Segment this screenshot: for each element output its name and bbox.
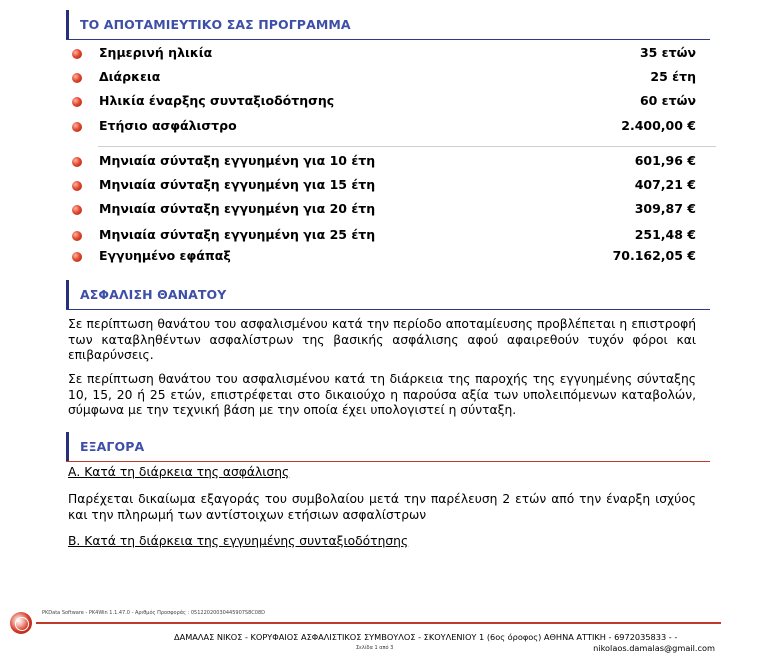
- footer-rule: [36, 622, 721, 624]
- row-label: Σημερινή ηλικία: [99, 45, 213, 60]
- section-accent-bar: [66, 432, 69, 462]
- agent-email: nikolaos.damalas@gmail.com: [593, 643, 715, 653]
- section-header-program: [66, 10, 710, 40]
- section-accent-bar: [66, 280, 69, 310]
- program-row: [66, 92, 696, 112]
- bullet-icon: [72, 181, 82, 191]
- bullet-icon: [72, 252, 82, 262]
- row-value: 601,96 €: [634, 153, 696, 168]
- row-label: Μηνιαία σύνταξη εγγυημένη για 20 έτη: [99, 201, 376, 216]
- row-value: 251,48 €: [634, 227, 696, 242]
- section-rule: [66, 39, 710, 41]
- page-number: Σελίδα 1 από 3: [356, 645, 394, 651]
- section-header-surrender: [66, 432, 710, 462]
- bullet-icon: [72, 205, 82, 215]
- row-value: 70.162,05 €: [612, 248, 696, 263]
- pension-row: [66, 152, 696, 172]
- row-separator: [98, 146, 716, 147]
- row-value: 25 έτη: [650, 69, 696, 84]
- pension-row: [66, 226, 696, 246]
- row-label: Εγγυημένο εφάπαξ: [99, 248, 231, 263]
- section-rule: [66, 309, 710, 311]
- bullet-icon: [72, 73, 82, 83]
- agent-info: ΔΑΜΑΛΑΣ ΝΙΚΟΣ - ΚΟΡΥΦΑΙΟΣ ΑΣΦΑΛΙΣΤΙΚΟΣ ΣΥΜΒΟΥΛΟΣ - ΣΚΟΥΛΕΝΙΟΥ 1 (6ος όροφος) ΑΘΗΝΑ ΑΤΤΙΚΗ - 6972035833 - -: [174, 632, 678, 642]
- bullet-icon: [72, 122, 82, 132]
- bullet-icon: [72, 97, 82, 107]
- program-row: [66, 68, 696, 88]
- section-header-death: [66, 280, 710, 310]
- section-title: ΕΞΑΓΟΡΑ: [80, 439, 145, 454]
- software-info: PKData Software - PK4Win 1.1.47.0 - Αριθμός Προσφοράς : 05122020030445907S8C08D: [42, 610, 265, 616]
- pension-row: [66, 247, 696, 267]
- row-value: 407,21 €: [634, 177, 696, 192]
- row-label: Ετήσιο ασφάλιστρο: [99, 118, 237, 133]
- row-label: Μηνιαία σύνταξη εγγυημένη για 10 έτη: [99, 153, 376, 168]
- company-logo-icon: [10, 612, 32, 634]
- death-paragraph: Σε περίπτωση θανάτου του ασφαλισμένου κατά την περίοδο αποταμίευσης προβλέπεται η επιστροφή των καταβληθέντων ασφαλίστρων της βασικής ασφάλισης αφού αφαιρεθούν τυχόν φόροι και επιβαρύνσεις.: [68, 317, 696, 362]
- row-value: 35 ετών: [639, 45, 696, 60]
- row-value: 2.400,00 €: [621, 118, 696, 133]
- row-value: 60 ετών: [639, 93, 696, 108]
- surrender-paragraph: Παρέχεται δικαίωμα εξαγοράς του συμβολαίου μετά την παρέλευση 2 ετών από την έναρξη ισχύος και την πληρωμή των αντίστοιχων ετήσιων ασφαλίστρων: [68, 492, 696, 522]
- row-label: Ηλικία έναρξης συνταξιοδότησης: [99, 93, 335, 108]
- death-paragraph: Σε περίπτωση θανάτου του ασφαλισμένου κατά τη διάρκεια της παροχής της εγγυημένης σύνταξης 10, 15, 20 ή 25 ετών, επιστρέφεται στο δικαιούχο η παρούσα αξία των υπολειπόμενων καταβολών, σύμφωνα με την τεχνική βάση με την οποία έχει υπολογιστεί η σύνταξη.: [68, 372, 696, 417]
- pension-row: [66, 200, 696, 220]
- subheading-during-insurance: Α. Κατά τη διάρκεια της ασφάλισης: [68, 465, 290, 479]
- row-value: 309,87 €: [634, 201, 696, 216]
- program-row: [66, 44, 696, 64]
- row-label: Μηνιαία σύνταξη εγγυημένη για 15 έτη: [99, 177, 376, 192]
- subheading-during-pension: Β. Κατά τη διάρκεια της εγγυημένης συνταξιοδότησης: [68, 534, 409, 548]
- section-title: ΤΟ ΑΠΟΤΑΜΙΕΥΤΙΚΟ ΣΑΣ ΠΡΟΓΡΑΜΜΑ: [80, 17, 351, 32]
- section-accent-bar: [66, 10, 69, 40]
- pension-row: [66, 176, 696, 196]
- bullet-icon: [72, 157, 82, 167]
- section-rule: [66, 461, 710, 463]
- program-row: [66, 117, 696, 137]
- section-title: ΑΣΦΑΛΙΣΗ ΘΑΝΑΤΟΥ: [80, 287, 227, 302]
- row-label: Μηνιαία σύνταξη εγγυημένη για 25 έτη: [99, 227, 376, 242]
- bullet-icon: [72, 231, 82, 241]
- bullet-icon: [72, 49, 82, 59]
- row-label: Διάρκεια: [99, 69, 161, 84]
